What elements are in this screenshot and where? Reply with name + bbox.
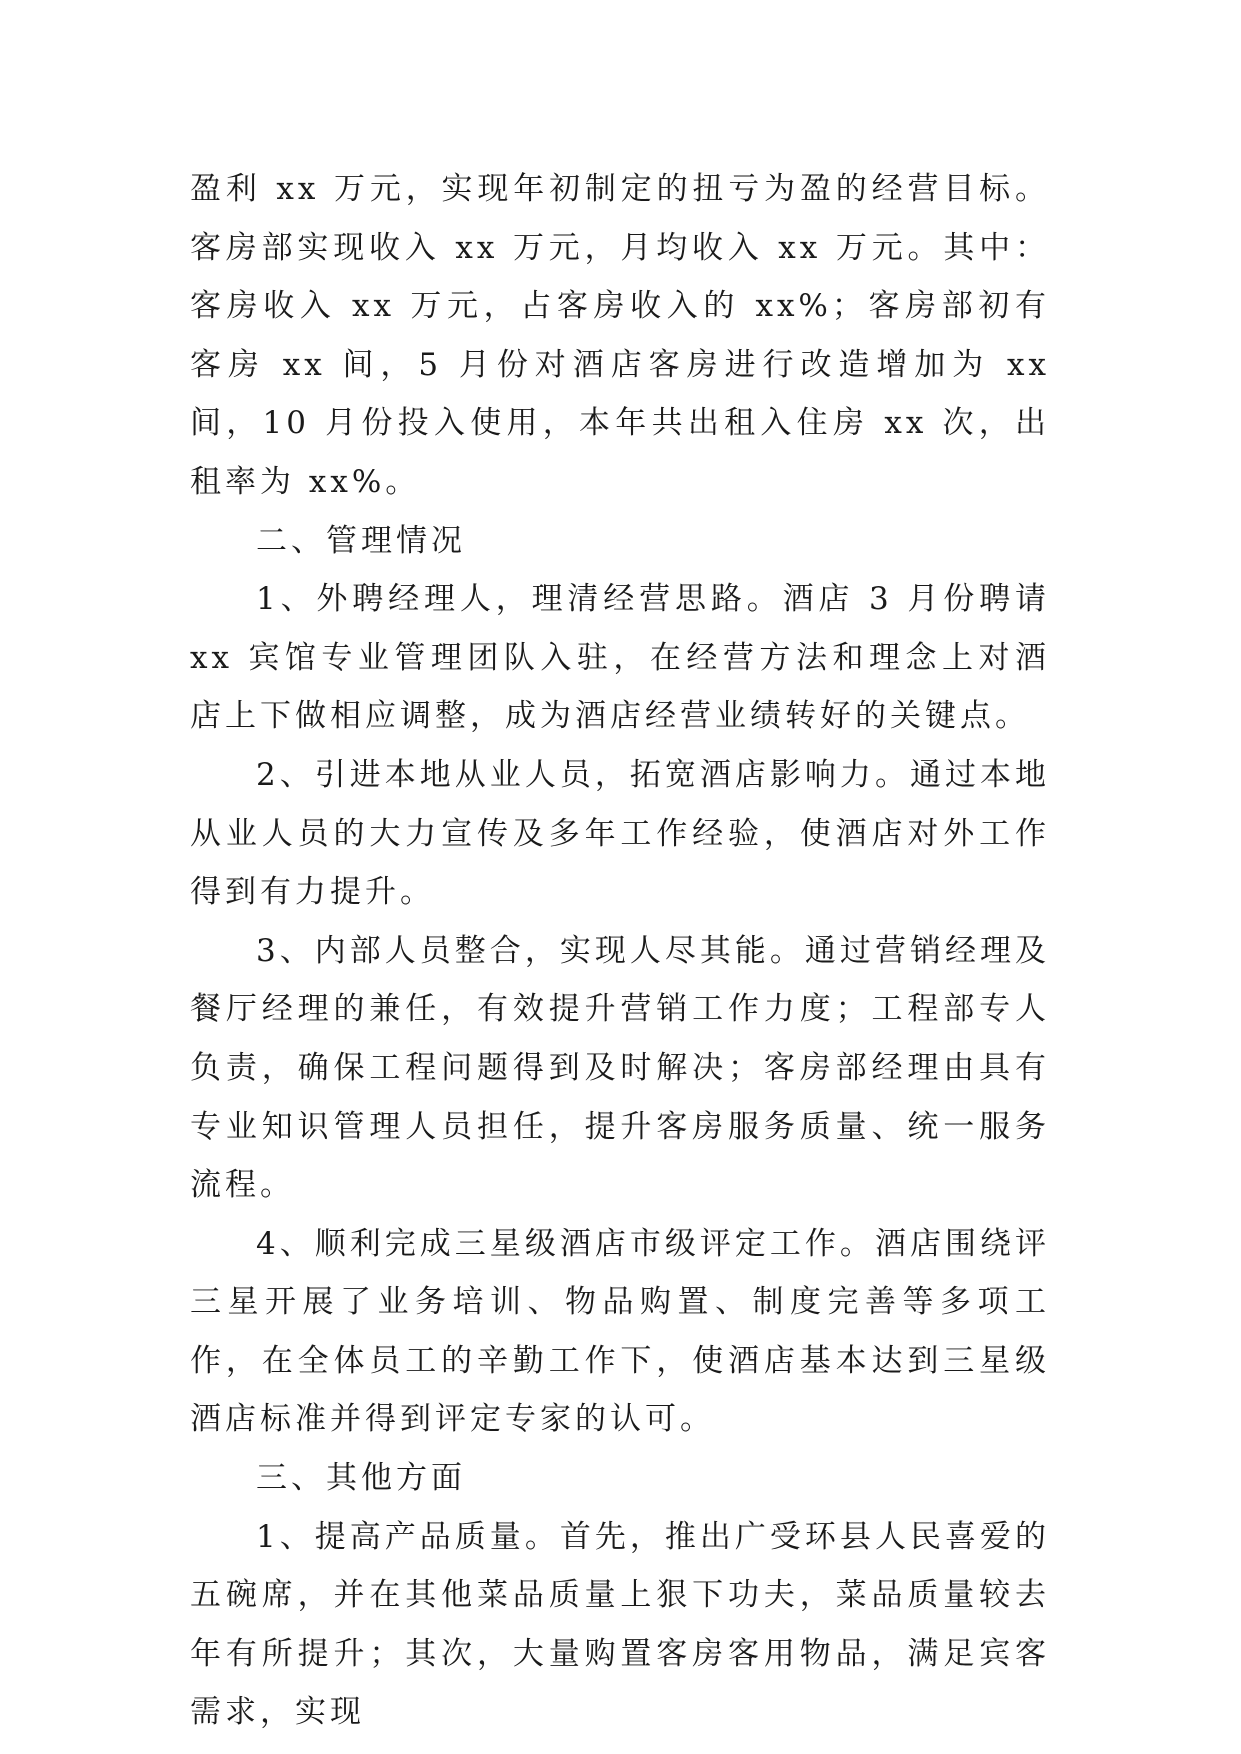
paragraph-other-item-1: 1、提高产品质量。首先，推出广受环县人民喜爱的五碗席，并在其他菜品质量上狠下功夫，菜品质量较去年有所提升；其次，大量购置客房客用物品，满足宾客需求，实现 — [190, 1518, 1050, 1731]
section-heading-other: 三、其他方面 — [256, 1460, 466, 1497]
paragraph-continuation: 盈利 xx 万元，实现年初制定的扭亏为盈的经营目标。客房部实现收入 xx 万元，月均收入 xx 万元。其中：客房收入 xx 万元，占客房收入的 xx%；客房部初有客房 xx 间，5 月份对酒店客房进行改造增加为 xx 间，10 月份投入使用，本年共出租入住房 xx 次，出租率为 xx%。 — [190, 171, 1050, 500]
document-body — [190, 160, 1050, 1742]
paragraph-item-1: 1、外聘经理人，理清经营思路。酒店 3 月份聘请 xx 宾馆专业管理团队入驻，在经营方法和理念上对酒店上下做相应调整，成为酒店经营业绩转好的关键点。 — [190, 581, 1050, 735]
paragraph-item-2: 2、引进本地从业人员，拓宽酒店影响力。通过本地从业人员的大力宣传及多年工作经验，使酒店对外工作得到有力提升。 — [190, 756, 1050, 911]
paragraph-item-3: 3、内部人员整合，实现人尽其能。通过营销经理及餐厅经理的兼任，有效提升营销工作力度；工程部专人负责，确保工程问题得到及时解决；客房部经理由具有专业知识管理人员担任，提升客房服务质量、统一服务流程。 — [190, 932, 1050, 1204]
section-heading-management: 二、管理情况 — [256, 522, 466, 559]
paragraph-item-4: 4、顺利完成三星级酒店市级评定工作。酒店围绕评三星开展了业务培训、物品购置、制度完善等多项工作，在全体员工的辛勤工作下，使酒店基本达到三星级酒店标准并得到评定专家的认可。 — [190, 1225, 1050, 1438]
